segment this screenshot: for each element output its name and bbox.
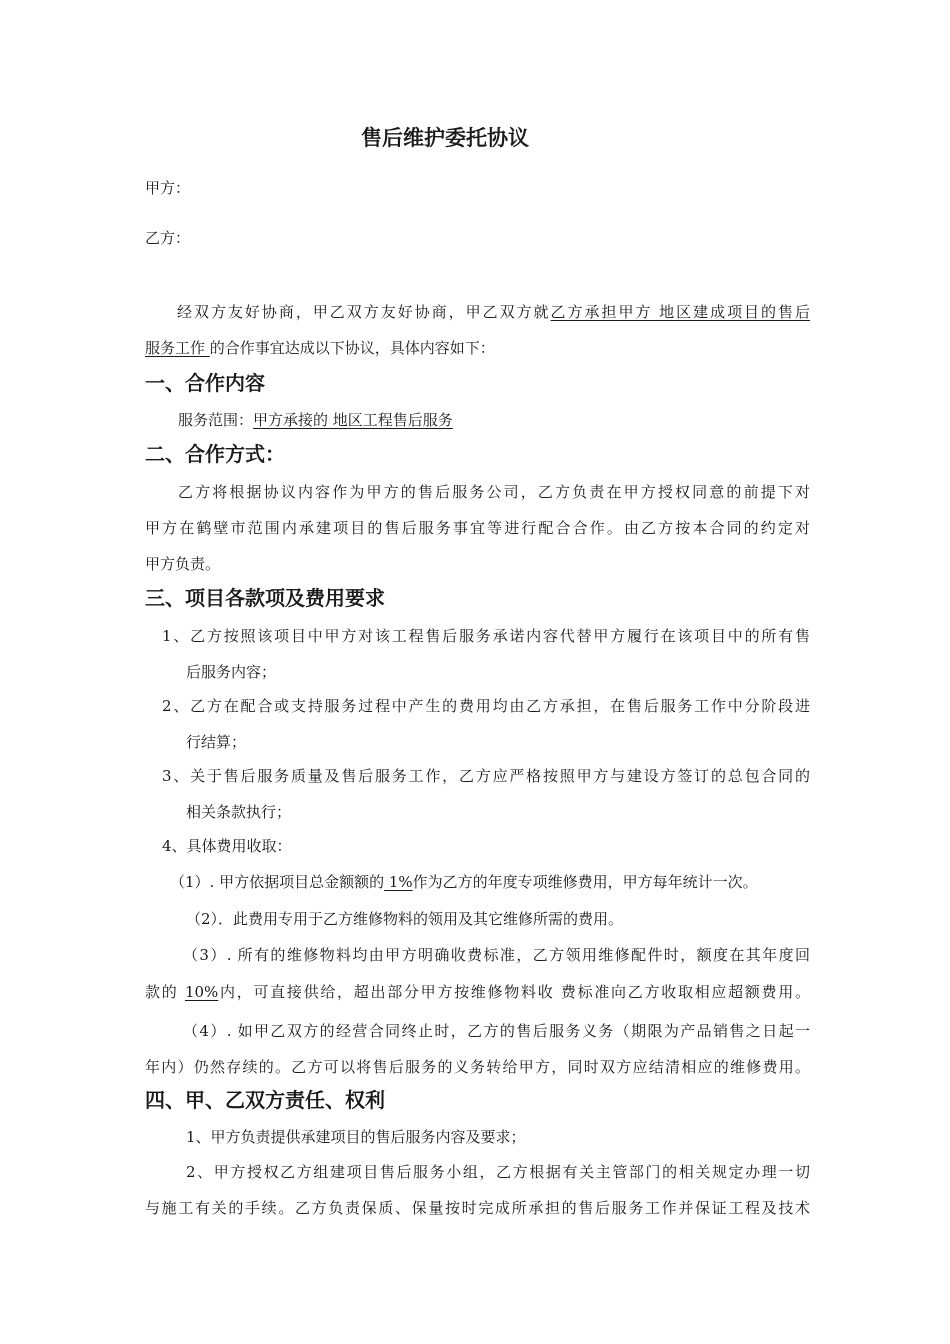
fee-clause-3-line-1: （3）. 所有的维修物料均由甲方明确收费标准，乙方领用维修配件时，额度在其年度回 (183, 946, 810, 964)
section-3-item-3-line-2: 相关条款执行； (186, 803, 292, 821)
document-title: 售后维护委托协议 (361, 126, 529, 150)
section-1-heading: 一、合作内容 (145, 371, 265, 395)
fee-percentage-1: 1% (384, 873, 413, 891)
fee-clause-3-line-2 (145, 982, 810, 1002)
fee-clause-1-text-2: 作为乙方的年度专项维修费用，甲方每年统计一次。 (412, 873, 758, 891)
section-2-heading: 二、合作方式： (145, 442, 285, 466)
section-2-text-1: 乙方将根据协议内容作为甲方的售后服务公司，乙方负责在甲方授权同意的前提下对 (178, 483, 810, 501)
section-3-heading: 三、项目各款项及费用要求 (145, 586, 385, 610)
fee-clause-1-text: （1）. 甲方依据项目总金额额的 (170, 873, 385, 891)
section-4-item-1: 1、甲方负责提供承建项目的售后服务内容及要求； (186, 1128, 526, 1146)
party-b-label: 乙方： (145, 229, 191, 247)
service-scope-value: 甲方承接的 地区工程售后服务 (253, 411, 453, 429)
section-3-item-1-line-1: 1、乙方按照该项目中甲方对该工程售后服务承诺内容代替甲方履行在该项目中的所有售 (162, 627, 810, 645)
section-4-item-2-line-1: 2、甲方授权乙方组建项目售后服务小组，乙方根据有关主管部门的相关规定办理一切 (186, 1163, 810, 1181)
intro-underlined-text: 乙方承担甲方 地区建成项目的售后 (550, 303, 810, 321)
service-scope-line (145, 410, 810, 430)
section-4-heading: 四、甲、乙双方责任、权利 (145, 1088, 385, 1112)
section-4-item-2-line-2: 与施工有关的手续。乙方负责保质、保量按时完成所承担的售后服务工作并保证工程及技术 (145, 1199, 810, 1217)
section-2-line-3: 甲方负责。 (145, 555, 221, 573)
fee-percentage-2: 10% (184, 983, 219, 1001)
fee-clause-2: （2）．此费用专用于乙方维修物料的领用及其它维修所需的费用。 (186, 910, 624, 928)
service-scope-label: 服务范围： (178, 411, 254, 429)
party-a-label: 甲方： (145, 179, 191, 197)
section-3-item-1-line-2: 后服务内容； (186, 663, 277, 681)
section-3-item-4: 4、具体费用收取： (162, 837, 292, 855)
fee-clause-1 (170, 872, 835, 892)
intro-text: 经双方友好协商，甲乙双方友好协商，甲乙双方就 (177, 303, 551, 321)
fee-clause-4-line-2: 年内）仍然存续的。乙方可以将售后服务的义务转给甲方，同时双方应结清相应的维修费用。 (145, 1058, 810, 1076)
intro-underlined-text-2: 服务工作 (145, 339, 210, 357)
section-3-item-2-line-1: 2、乙方在配合或支持服务过程中产生的费用均由乙方承担，在售后服务工作中分阶段进 (162, 697, 810, 715)
intro-text-2: 的合作事宜达成以下协议，具体内容如下： (209, 339, 495, 357)
section-3-item-3-line-1: 3、关于售后服务质量及售后服务工作，乙方应严格按照甲方与建设方签订的总包合同的 (162, 767, 810, 785)
section-2-line-2: 甲方在鹤壁市范围内承建项目的售后服务事宜等进行配合合作。由乙方按本合同的约定对 (145, 519, 810, 537)
fee-clause-3-text: 款的 (145, 983, 185, 1001)
intro-line-2 (145, 338, 810, 358)
fee-clause-4-line-1: （4）. 如甲乙双方的经营合同终止时，乙方的售后服务义务（期限为产品销售之日起一 (183, 1022, 810, 1040)
section-2-line-1 (145, 482, 810, 502)
section-3-item-2-line-2: 行结算； (186, 733, 247, 751)
intro-line-1 (145, 302, 810, 322)
fee-clause-3-text-2: 内，可直接供给，超出部分甲方按维修物料收 费标准向乙方收取相应超额费用。 (218, 983, 810, 1001)
